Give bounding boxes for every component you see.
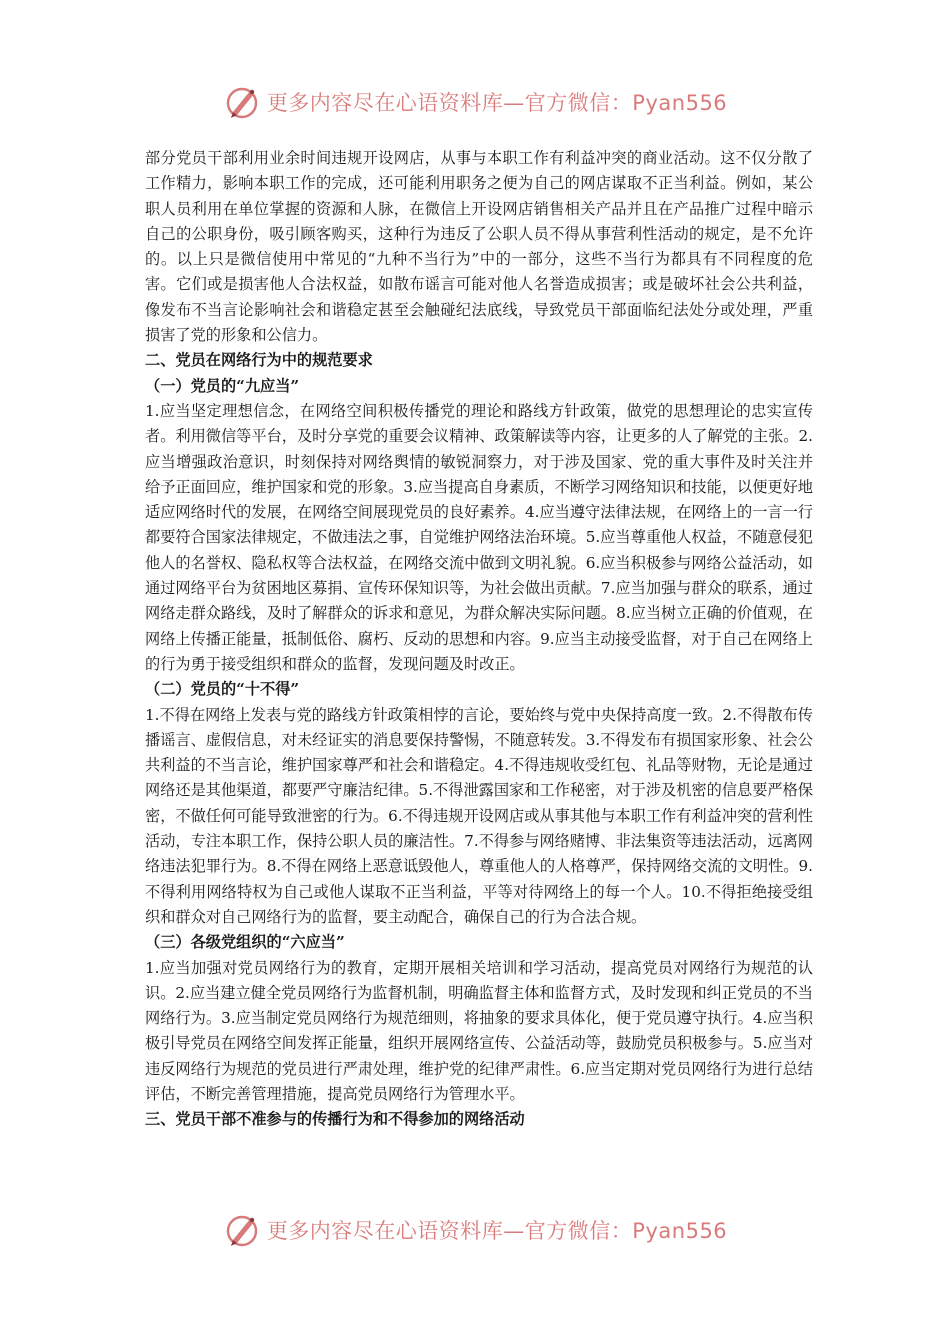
subsection-2-heading: （二）党员的“十不得” [145,680,300,699]
subsection-1-body: 1.应当坚定理想信念，在网络空间积极传播党的理论和路线方针政策，做党的思想理论的忠实宣传者。利用微信等平台，及时分享党的重要会议精神、政策解读等内容，让更多的人了解党的主张。2.应当增强政治意识，时刻保持对网络舆情的敏锐洞察力，对于涉及国家、党的重大事件及时关注并给予正面回应，维护国家和党的形象。3.应当提高自身素质，不断学习网络知识和技能，以便更好地适应网络时代的发展，在网络空间展现党员的良好素养。4.应当遵守法律法规，在网络上的一言一行都要符合国家法律规定，不做违法之事，自觉维护网络法治环境。5.应当尊重他人权益，不随意侵犯他人的名誉权、隐私权等合法权益，在网络交流中做到文明礼貌。6.应当积极参与网络公益活动，如通过网络平台为贫困地区募捐、宣传环保知识等，为社会做出贡献。7.应当加强与群众的联系，通过网络走群众路线，及时了解群众的诉求和意见，为群众解决实际问题。8.应当树立正确的价值观，在网络上传播正能量，抵制低俗、腐朽、反动的思想和内容。9.应当主动接受监督，对于自己在网络上的行为勇于接受组织和群众的监督，发现问题及时改正。 [145,401,813,673]
subsection-2-body: 1.不得在网络上发表与党的路线方针政策相悖的言论，要始终与党中央保持高度一致。2.不得散布传播谣言、虚假信息，对未经证实的消息要保持警惕，不随意转发。3.不得发布有损国家形象、社会公共利益的不当言论，维护国家尊严和社会和谐稳定。4.不得违规收受红包、礼品等财物，无论是通过网络还是其他渠道，都要严守廉洁纪律。5.不得泄露国家和工作秘密，对于涉及机密的信息要严格保密，不做任何可能导致泄密的行为。6.不得违规开设网店或从事其他与本职工作有利益冲突的营利性活动，专注本职工作，保持公职人员的廉洁性。7.不得参与网络赌博、非法集资等违法活动，远离网络违法犯罪行为。8.不得在网络上恶意诋毁他人，尊重他人的人格尊严，保持网络交流的文明性。9.不得利用网络特权为自己或他人谋取不正当利益，平等对待网络上的每一个人。10.不得拒绝接受组织和群众对自己网络行为的监督，要主动配合，确保自己的行为合法合规。 [145,705,813,926]
pen-in-circle-logo-icon [223,1210,263,1250]
pen-in-circle-logo-icon [223,82,263,122]
header-banner [0,80,950,124]
header-banner-text: 更多内容尽在心语资料库—官方微信：Pyan556 [266,91,728,115]
section-2-heading: 二、党员在网络行为中的规范要求 [145,351,373,370]
footer-banner-text: 更多内容尽在心语资料库—官方微信：Pyan556 [266,1219,728,1243]
section-3-heading: 三、党员干部不准参与的传播行为和不得参加的网络活动 [145,1110,525,1129]
subsection-1-heading: （一）党员的“九应当” [145,376,300,395]
subsection-3-heading: （三）各级党组织的“六应当” [145,933,345,952]
subsection-3-body: 1.应当加强对党员网络行为的教育，定期开展相关培训和学习活动，提高党员对网络行为规范的认识。2.应当建立健全党员网络行为监督机制，明确监督主体和监督方式，及时发现和纠正党员的不当网络行为。3.应当制定党员网络行为规范细则，将抽象的要求具体化，便于党员遵守执行。4.应当积极引导党员在网络空间发挥正能量，组织开展网络宣传、公益活动等，鼓励党员积极参与。5.应当对违反网络行为规范的党员进行严肃处理，维护党的纪律严肃性。6.应当定期对党员网络行为进行总结评估，不断完善管理措施，提高党员网络行为管理水平。 [145,958,813,1103]
document-body [145,146,813,1133]
footer-banner [0,1208,950,1252]
intro-paragraph: 部分党员干部利用业余时间违规开设网店，从事与本职工作有利益冲突的商业活动。这不仅分散了工作精力，影响本职工作的完成，还可能利用职务之便为自己的网店谋取不正当利益。例如，某公职人员利用在单位掌握的资源和人脉，在微信上开设网店销售相关产品并且在产品推广过程中暗示自己的公职身份，吸引顾客购买，这种行为违反了公职人员不得从事营利性活动的规定，是不允许的。以上只是微信使用中常见的“九种不当行为”中的一部分，这些不当行为都具有不同程度的危害。它们或是损害他人合法权益，如散布谣言可能对他人名誉造成损害；或是破坏社会公共利益，像发布不当言论影响社会和谐稳定甚至会触碰纪法底线，导致党员干部面临纪法处分或处理，严重损害了党的形象和公信力。 [145,149,813,345]
